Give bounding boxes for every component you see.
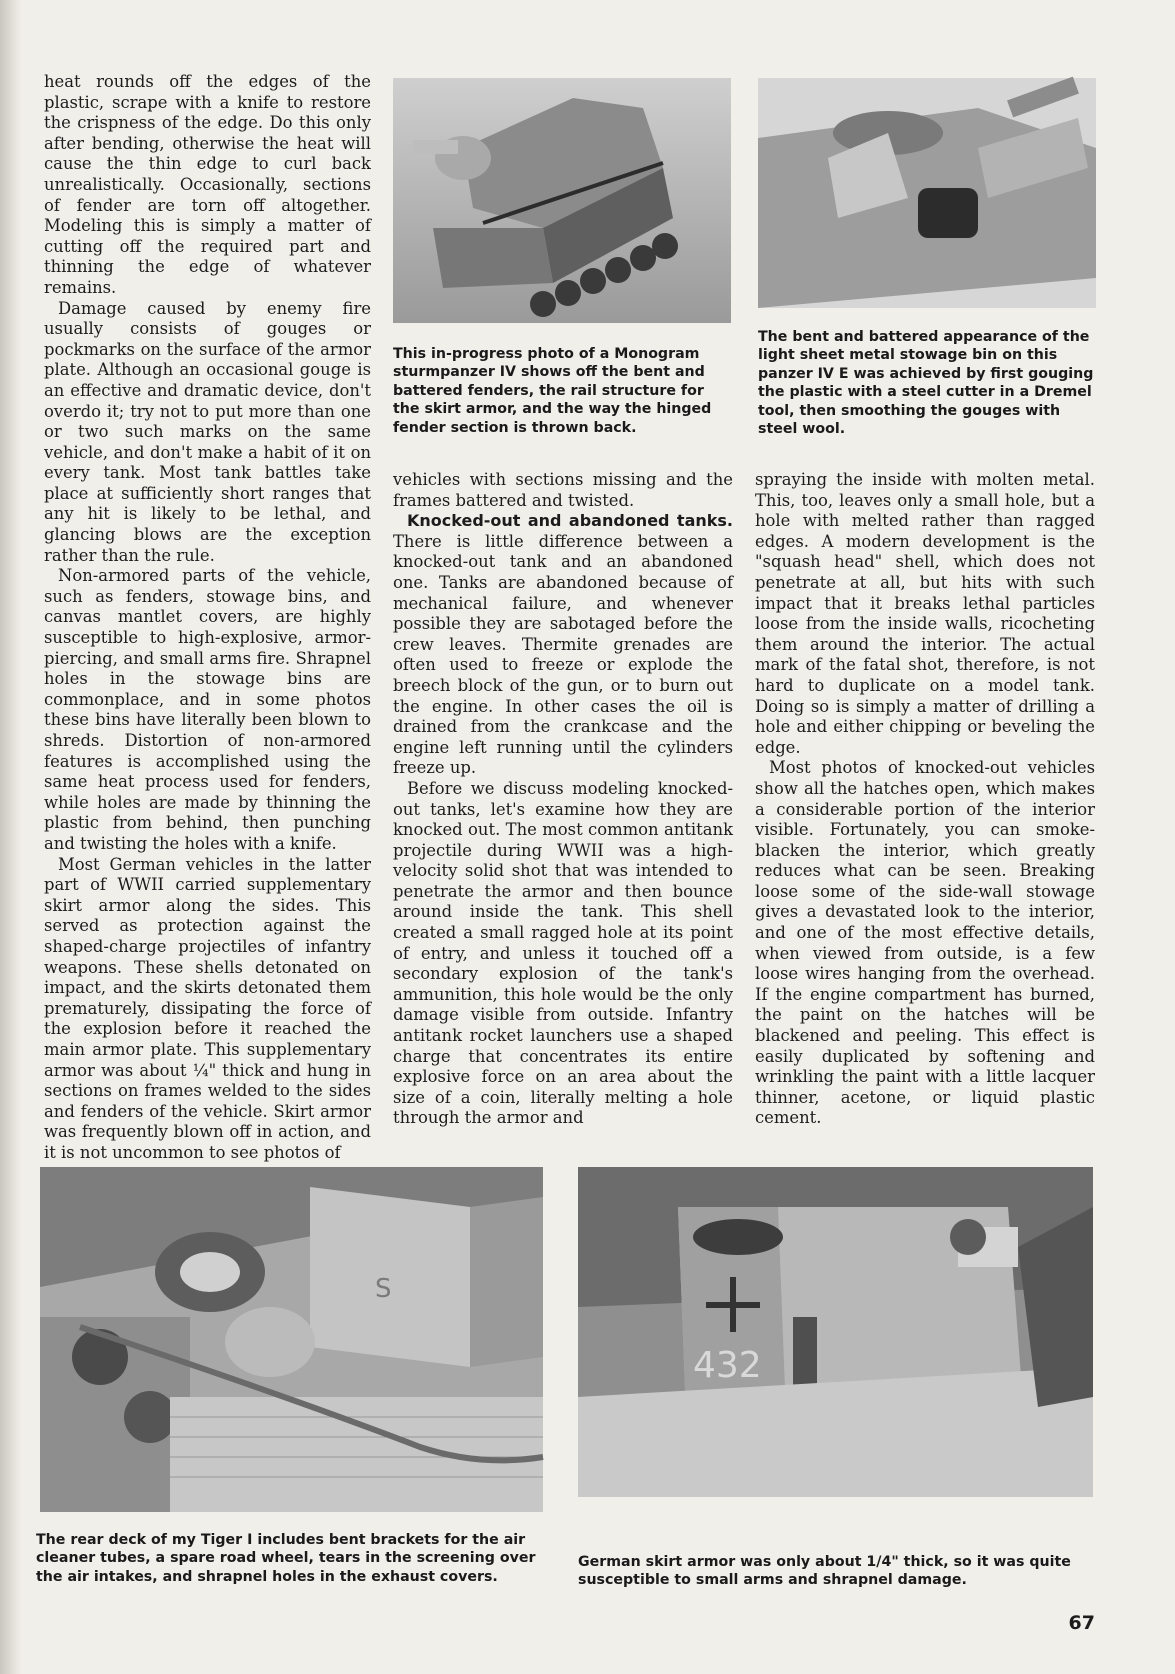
photo-skirt-armor-damage [578,1167,1093,1497]
paragraph: Damage caused by enemy fire usually consists of gouges or pockmarks on the surface of the armor plate. Although an occasional gouge is an effective and dramatic device, don't overdo it; try not to put more than one or two such marks on the same vehicle, and don't make a habit of it on every tank. Most tank battles take place at sufficiently short ranges that any hit is likely to be lethal, and glancing blows are the exception rather than the rule. [44,298,371,565]
photo-sturmpanzer-iv [393,78,731,323]
caption-bottom-right: German skirt armor was only about 1/4" thick, so it was quite susceptible to small arms and shrapnel damage. [578,1554,1071,1589]
photo-tiger-i-rear-deck [40,1167,543,1512]
paragraph: Most German vehicles in the latter part of WWII carried supplementary skirt armor along the sides. This served as protection against the shaped-charge projectiles of infantry weapons. These shells detonated on impact, and the skirts detonated them prematurely, dissipating the force of the explosion before it reached the main armor plate. This supplementary armor was about ¼" thick and hung in sections on frames welded to the sides and fenders of the vehicle. Skirt armor was frequently blown off in action, and it is not uncommon to see photos of [44,854,371,1162]
sturmpanzer-image [393,78,731,323]
paragraph: Most photos of knocked-out vehicles show all the hatches open, which makes a considerable portion of the interior visible. Fortunately, you can smoke-blacken the interior, which greatly reduces what can be seen. Breaking loose some of the side-wall stowage gives a devastated look to the interior, and one of the most effective details, when viewed from outside, is a few loose wires hanging from the overhead. If the engine compartment has burned, the paint on the hatches will be blackened and peeling. This effect is easily duplicated by softening and wrinkling the paint with a little lacquer thinner, acetone, or liquid plastic cement. [755,758,1095,1128]
caption-bottom-left: The rear deck of my Tiger I includes bent brackets for the air cleaner tubes, a spare road wheel, tears in the screening over the air intakes, and shrapnel holes in the exhaust covers. [36,1532,536,1585]
paragraph: heat rounds off the edges of the plastic, scrape with a knife to restore the crispness of the edge. Do this only after bending, otherwise the heat will cause the thin edge to curl back unrealistically. Occasionally, sections of fender are torn off altogether. Modeling this is simply a matter of cutting off the required part and thinning the edge of whatever remains. [44,72,371,297]
paragraph: Before we discuss modeling knocked-out tanks, let's examine how they are knocked out. The most common antitank projectile during WWII was a high-velocity solid shot that was intended to penetrate the armor and then bounce around inside the tank. This shell created a small ragged hole at its point of entry, and unless it touched off a secondary explosion of the tank's ammunition, this hole would be the only damage visible from outside. Infantry antitank rocket launchers use a shaped charge that concentrates its entire explosive force on an area about the size of a coin, literally melting a hole through the armor and [393,778,733,1128]
caption-top-middle: This in-progress photo of a Monogram sturmpanzer IV shows off the bent and battered fenders, the rail structure for the skirt armor, and the way the hinged fender section is thrown back. [393,346,712,436]
stowage-bin-image [758,78,1096,308]
skirt-armor-image [578,1167,1093,1497]
text-column-1 [44,72,371,1162]
tiger-rear-deck-image [40,1167,543,1512]
paragraph: Non-armored parts of the vehicle, such as fenders, stowage bins, and canvas mantlet covers, are highly susceptible to high-explosive, armor-piercing, and small arms fire. Shrapnel holes in the stowage bins are commonplace, and in some photos these bins have literally been blown to shreds. Distortion of non-armored features is accomplished using the same heat process used for fenders, while holes are made by thinning the plastic from behind, then punching and twisting the holes with a knife. [44,566,371,853]
page-number: 67 [1068,1612,1095,1634]
paragraph-text: There is little difference between a knocked-out tank and an abandoned one. Tanks are abandoned because of mechanical failure, and whenever possible they are sabotaged before the crew leaves. Thermite grenades are often used to freeze or explode the breech block of the gun, or to burn out the engine. In other cases the oil is drained from the crankcase and the engine left running until the cylinders freeze up. [393,531,733,778]
skirt-letter-marking: S [375,1274,392,1304]
tank-number-marking: 432 [693,1345,762,1386]
paragraph: vehicles with sections missing and the frames battered and twisted. [393,470,733,510]
page-gutter-shadow [0,0,22,1674]
text-column-2 [393,470,733,1132]
photo-panzer-iv-e-stowage-bin [758,78,1096,308]
text-column-3 [755,470,1095,1132]
paragraph: spraying the inside with molten metal. This, too, leaves only a small hole, but a hole with melted rather than ragged edges. A modern development is the "squash head" shell, which does not penetrate at all, but hits with such impact that it breaks lethal particles loose from the inside walls, ricocheting them around the interior. The actual mark of the fatal shot, therefore, is not hard to duplicate on a model tank. Doing so is simply a matter of drilling a hole and either chipping or beveling the edge. [755,470,1095,757]
section-heading: Knocked-out and abandoned tanks. [407,511,733,531]
caption-top-right: The bent and battered appearance of the light sheet metal stowage bin on this panzer IV E was achieved by first gouging the plastic with a steel cutter in a Dremel tool, then smoothing the gouges with steel wool. [758,329,1094,438]
